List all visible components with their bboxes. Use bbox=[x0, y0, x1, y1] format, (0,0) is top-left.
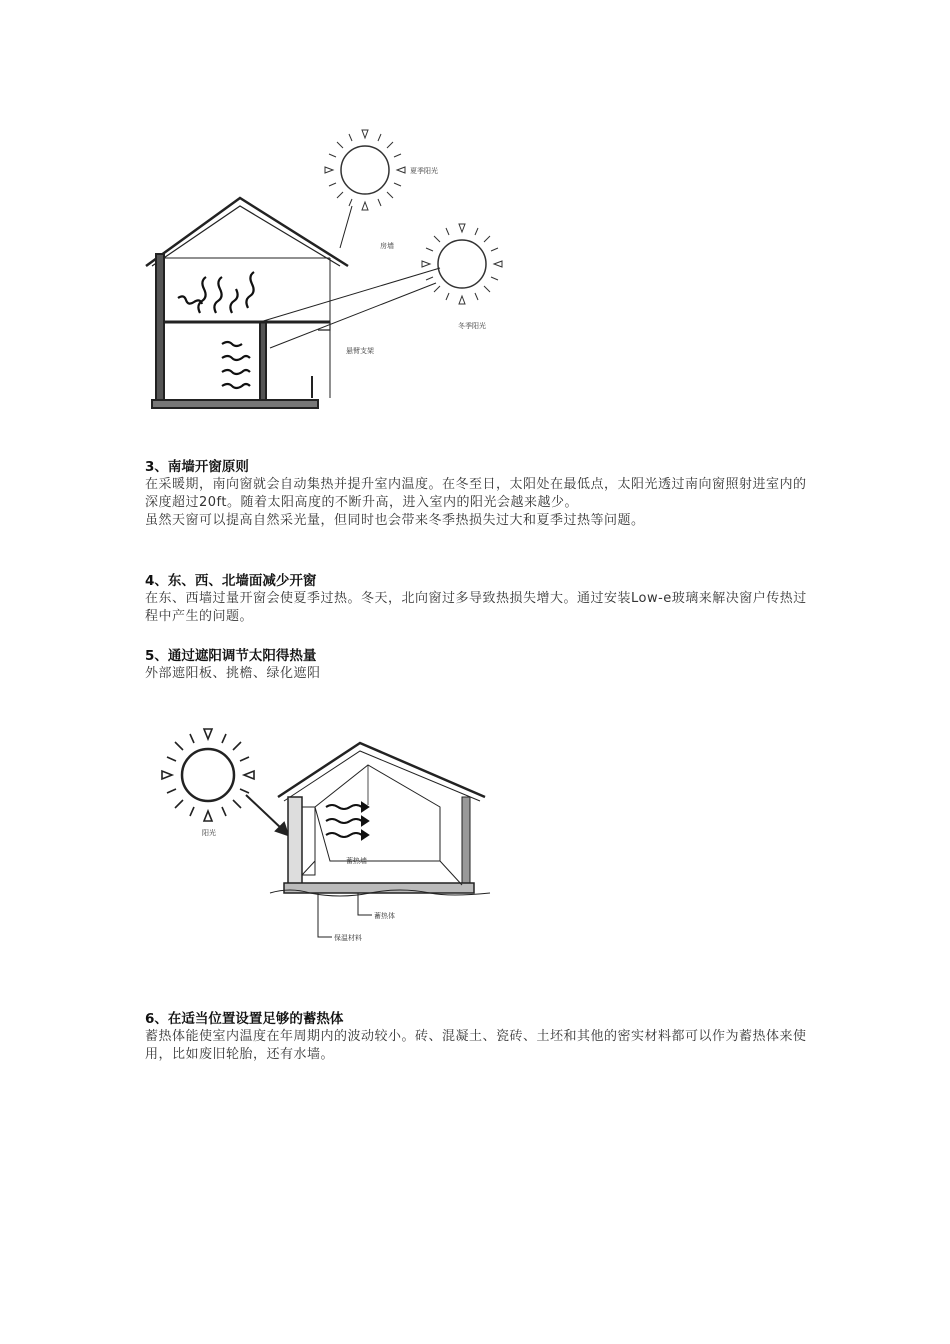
sun-ray-arrow bbox=[246, 795, 288, 835]
storage-wall-label: 蓄热墙 bbox=[346, 857, 367, 865]
heat-flow-arrows bbox=[326, 803, 368, 839]
winter-sun-label: 冬季阳光 bbox=[458, 322, 486, 330]
section-title: 4、东、西、北墙面减少开窗 bbox=[145, 573, 317, 589]
figure-solar-angles bbox=[140, 118, 520, 418]
section-paragraph: 在采暖期，南向窗就会自动集热并提升室内温度。在冬至日，太阳处在最低点，太阳光透过南向窗照射进室内的深度超过20ft。随着太阳高度的不断升高，进入室内的阳光会越来越少。 bbox=[145, 477, 807, 510]
sun-icon bbox=[162, 729, 254, 821]
storage-body-label: 蓄热体 bbox=[374, 912, 395, 920]
section-thermal-mass bbox=[145, 1010, 815, 1064]
section-paragraph: 外部遮阳板、挑檐、绿化遮阳 bbox=[145, 666, 321, 681]
section-paragraph: 在东、西墙过量开窗会使夏季过热。冬天，北向窗过多导致热损失增大。通过安装Low-e玻璃来解决窗户传热过程中产生的问题。 bbox=[145, 591, 807, 624]
summer-sun-label: 夏季阳光 bbox=[410, 167, 438, 175]
heat-waves-upper bbox=[178, 272, 254, 313]
section-reduce-windows bbox=[145, 572, 815, 626]
summer-sun-icon bbox=[325, 130, 405, 210]
section-title: 6、在适当位置设置足够的蓄热体 bbox=[145, 1011, 344, 1027]
sun-label: 阳光 bbox=[202, 829, 216, 837]
section-shading bbox=[145, 647, 815, 683]
section-paragraph: 蓄热体能使室内温度在年周期内的波动较小。砖、混凝土、瓷砖、土坯和其他的密实材料都可以作为蓄热体来使用，比如废旧轮胎，还有水墙。 bbox=[145, 1029, 807, 1062]
section-south-window bbox=[145, 458, 815, 530]
bracket-label: 悬臂支架 bbox=[346, 347, 374, 355]
figure-thermal-mass bbox=[150, 725, 510, 950]
thermal-mass-diagram bbox=[150, 725, 510, 950]
insulation-label: 保温材料 bbox=[334, 934, 362, 942]
section-paragraph: 虽然天窗可以提高自然采光量，但同时也会带来冬季热损失过大和夏季过热等问题。 bbox=[145, 513, 645, 528]
house-section bbox=[270, 743, 490, 896]
house-sun-diagram bbox=[140, 118, 520, 418]
heat-waves-lower bbox=[222, 342, 250, 388]
section-title: 5、通过遮阳调节太阳得热量 bbox=[145, 648, 317, 664]
leader-lines bbox=[318, 893, 372, 937]
winter-sun-icon bbox=[422, 224, 502, 304]
wall-label: 房墙 bbox=[380, 242, 394, 250]
section-title: 3、南墙开窗原则 bbox=[145, 459, 249, 475]
